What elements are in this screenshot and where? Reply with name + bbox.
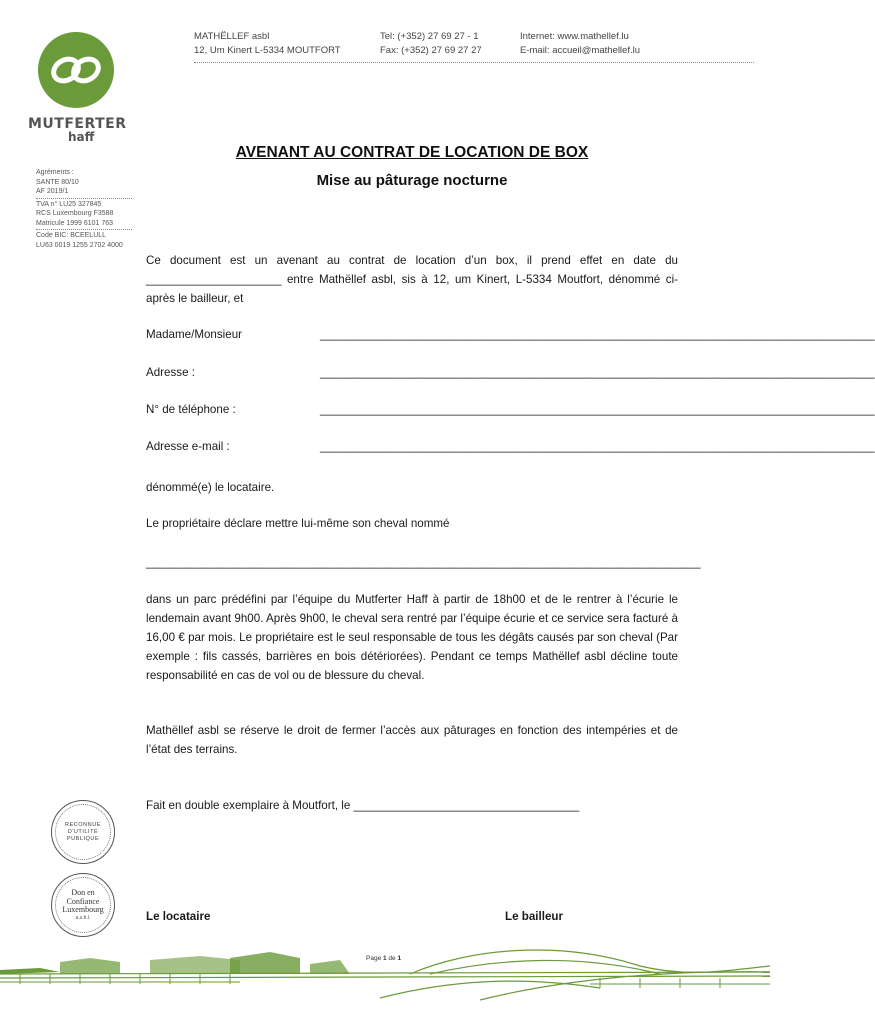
header-email: E-mail: accueil@mathellef.lu — [520, 45, 640, 56]
sidebar-legal-info — [36, 168, 132, 250]
field-label-address: Adresse : — [146, 366, 195, 379]
page-total: 1 — [397, 955, 402, 962]
organization-logo — [28, 30, 138, 144]
seal-inner — [55, 804, 111, 860]
public-utility-seal — [51, 800, 115, 864]
sidebar-matricule: Matricule 1999 6101 763 — [36, 219, 114, 227]
signed-at-line[interactable]: Fait en double exemplaire à Moutfort, le ___________________________________ — [146, 799, 580, 812]
document-title: AVENANT AU CONTRAT DE LOCATION DE BOX — [235, 144, 589, 161]
header-org: MATHËLLEF asbl — [194, 31, 270, 42]
seal-text: D'UTILITÉ — [67, 828, 99, 835]
header-address — [194, 30, 341, 58]
field-blank-email[interactable]: ______________________________________________________________________________________ — [320, 440, 875, 453]
page-label: Page — [366, 955, 383, 962]
header-web — [520, 30, 640, 58]
document-subtitle: Mise au pâturage nocturne — [316, 172, 508, 189]
seal-text: PUBLIQUE — [66, 835, 100, 842]
locataire-line: dénommé(e) le locataire. — [146, 481, 275, 494]
sidebar-divider — [36, 229, 132, 230]
field-blank-address[interactable]: ______________________________________________________________________________________ — [320, 366, 875, 379]
seal-text: Confiance — [66, 896, 100, 906]
header-phones — [380, 30, 482, 58]
field-label-email: Adresse e-mail : — [146, 440, 230, 453]
signature-locataire: Le locataire — [146, 910, 211, 923]
page-current: 1 — [383, 955, 387, 962]
intro-paragraph: Ce document est un avenant au contrat de location d’un box, il prend effet en date du _____________________ entre Mathëllef asbl, sis à 12, um Kinert, L-5334 Moutfort, dénommé ci-après le bailleur, et — [146, 254, 678, 305]
horse-name-blank[interactable]: ______________________________________________________________________________________ — [146, 556, 701, 569]
sidebar-sante: SANTE 80/10 — [36, 178, 79, 186]
seal-inner — [55, 877, 111, 933]
field-label-phone: N° de téléphone : — [146, 403, 236, 416]
logo-name: MUTFERTER — [28, 116, 127, 132]
signature-bailleur: Le bailleur — [505, 910, 563, 923]
logo-subname: haff — [68, 130, 95, 144]
sidebar-tva: TVA n° LU25 327845 — [36, 200, 102, 208]
logo-emblem-icon — [36, 30, 116, 110]
field-blank-phone[interactable]: ______________________________________________________________________________________ — [320, 403, 875, 416]
owner-declaration: Le propriétaire déclare mettre lui-même son cheval nommé — [146, 517, 450, 530]
header-divider — [194, 62, 754, 63]
header-internet: Internet: www.mathellef.lu — [520, 31, 629, 42]
sidebar-rcs: RCS Luxembourg F3588 — [36, 210, 114, 217]
field-blank-name[interactable]: ______________________________________________________________________________________ — [320, 328, 875, 341]
seal-text: Don en — [71, 888, 95, 898]
don-en-confiance-seal — [51, 873, 115, 937]
sidebar-divider — [36, 198, 132, 199]
field-label-name: Madame/Monsieur — [146, 328, 243, 341]
seal-text: Luxembourg — [62, 905, 104, 915]
footer-landscape-illustration — [0, 940, 770, 1024]
page-number — [366, 955, 401, 962]
sidebar-agrements: Agréments : — [36, 169, 74, 176]
seal-text: a.s.b.l. — [75, 914, 91, 921]
header-tel: Tel: (+352) 27 69 27 - 1 — [380, 31, 479, 42]
sidebar-af: AF 2019/1 — [36, 188, 69, 195]
pasture-terms-paragraph: dans un parc prédéfini par l’équipe du Mutferter Haff à partir de 18h00 et de le rentrer à l’écurie le lendemain avant 9h00. Après 9h00, le cheval sera rentré par l’équipe écurie et ce service sera facturé à 16,00 € par mois. Le propriétaire est le seul responsable de tous les dégâts causés par son cheval (Par exemple : fils cassés, barrières en bois détériorées). Pendant ce temps Mathëllef asbl décline toute responsabilité en cas de vol ou de blessure du cheval. — [146, 593, 678, 682]
header-fax: Fax: (+352) 27 69 27 27 — [380, 45, 482, 56]
seal-text: RECONNUE — [64, 821, 101, 828]
reservation-paragraph: Mathëllef asbl se réserve le droit de fermer l’accès aux pâturages en fonction des intempéries et de l’état des terrains. — [146, 724, 678, 756]
page-of: de — [386, 955, 398, 962]
sidebar-iban: LU63 0019 1255 2702 4000 — [36, 241, 123, 249]
sidebar-code: Code BIC: BCEELULL — [36, 232, 107, 239]
header-street: 12, Um Kinert L-5334 MOUTFORT — [194, 45, 341, 56]
